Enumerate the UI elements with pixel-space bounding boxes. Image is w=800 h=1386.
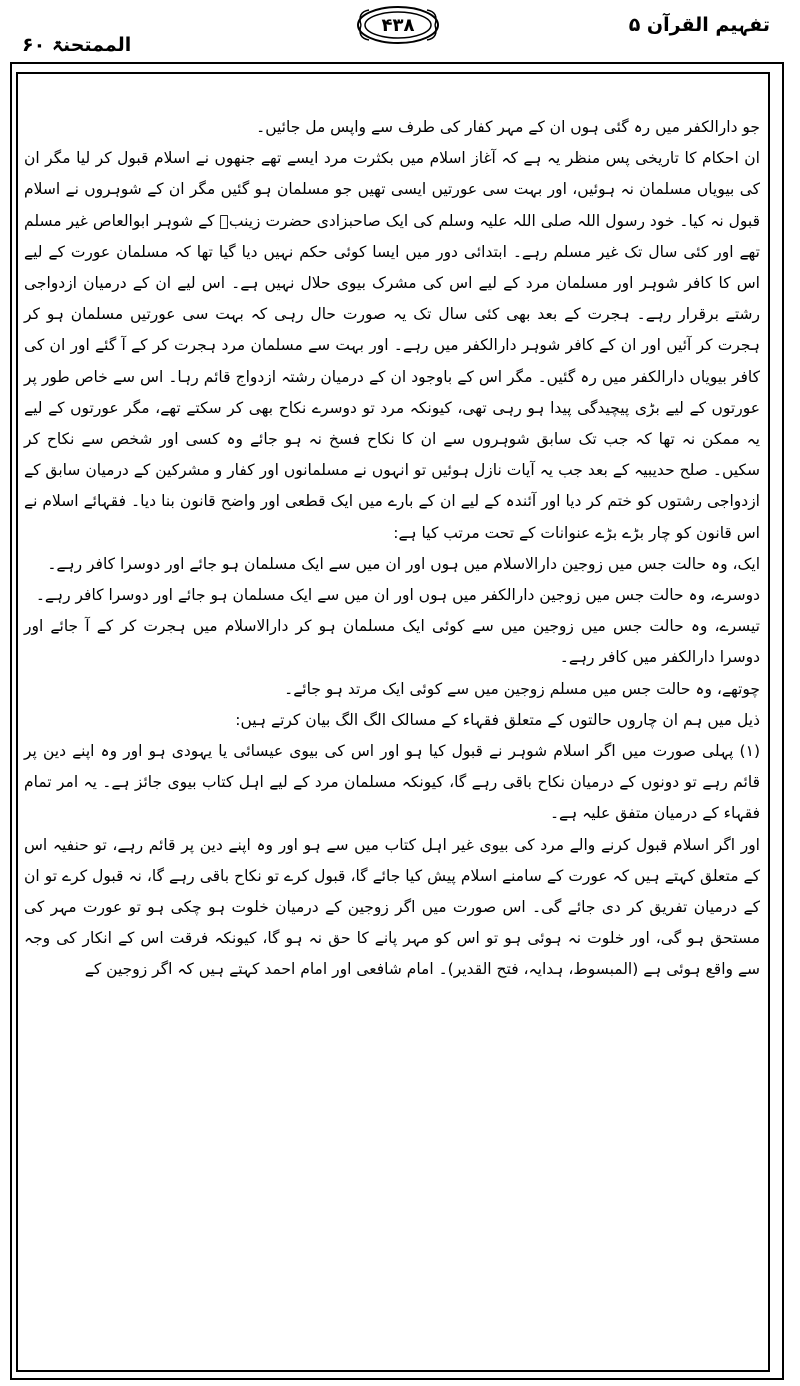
paragraph-9: اور اگر اسلام قبول کرنے والے مرد کی بیوی غیر اہل کتاب میں سے ہو اور وہ اپنے دین پر قائم رہے، تو حنفیہ اس کے متعلق کہتے ہیں کہ عورت کے سامنے اسلام پیش کیا جائے گا، قبول کرے تو نکاح باقی رہے گا، نہ قبول کرے تو ان کے درمیان تفریق کر دی جائے گی۔ اس صورت میں اگر زوجین کے درمیان خلوت ہو چکی ہو تو عورت مہر کی مستحق ہو گی، اور خلوت نہ ہوئی ہو تو اس کو مہر پانے کا حق نہ ہو گا، کیونکہ فرقت اس کے انکار کی وجہ سے واقع ہوئی ہے (المبسوط، ہدایہ، فتح القدیر)۔ امام شافعی اور امام احمد کہتے ہیں کہ اگر زوجین کے: [24, 835, 760, 979]
surah-title: الممتحنۃ ۶۰: [22, 34, 132, 56]
page-number-ornament: [355, 4, 441, 46]
book-title: تفہیم القرآن ۵: [628, 14, 770, 36]
page-body: [24, 112, 760, 986]
paragraph-7: ذیل میں ہم ان چاروں حالتوں کے متعلق فقہاء کے مسالک الگ الگ بیان کرتے ہیں:: [235, 710, 760, 729]
paragraph-2: ان احکام کا تاریخی پس منظر یہ ہے کہ آغاز اسلام میں بکثرت مرد ایسے تھے جنھوں نے اسلام قبول کر لیا مگر ان کی بیویاں مسلمان نہ ہوئیں، اور بہت سی عورتیں ایسی تھیں جو مسلمان ہو گئیں مگر ان کے شوہروں نے اسلام قبول نہ کیا۔ خود رسول اللہ صلی اللہ علیہ وسلم کی ایک صاحبزادی حضرت زینبؓ کے شوہر ابوالعاص غیر مسلم تھے اور کئی سال تک غیر مسلم رہے۔ ابتدائی دور میں ایسا کوئی حکم نہیں دیا گیا تھا کہ مسلمان عورت کے لیے اس کا کافر شوہر اور مسلمان مرد کے لیے اس کی مشرک بیوی حلال نہیں ہے۔ اس لیے ان کے درمیان ازدواجی رشتے برقرار رہے۔ ہجرت کے بعد بھی کئی سال تک یہ صورت حال رہی کہ بہت سی عورتیں مسلمان ہو کر ہجرت کر آئیں اور ان کے کافر شوہر دارالکفر میں رہے۔ اور بہت سے مسلمان مرد ہجرت کر کے آ گئے اور ان کی کافر بیویاں دارالکفر میں رہ گئیں۔ مگر اس کے باوجود ان کے درمیان رشتہ ازدواج قائم رہا۔ اس سے خاص طور پر عورتوں کے لیے بڑی پیچیدگی پیدا ہو رہی تھی، کیونکہ مرد تو دوسرے نکاح بھی کر سکتے تھے، مگر عورتوں کے لیے یہ ممکن نہ تھا کہ جب تک سابق شوہروں سے ان کا نکاح فسخ نہ ہو جائے وہ کسی اور شخص سے نکاح کر سکیں۔ صلح حدیبیہ کے بعد جب یہ آیات نازل ہوئیں تو انہوں نے مسلمانوں اور کفار و مشرکین کے درمیان سابق کے ازدواجی رشتوں کو ختم کر دیا اور آئندہ کے لیے ان کے بارے میں ایک قطعی اور واضح قانون بنا دیا۔ فقہائے اسلام نے اس قانون کو چار بڑے بڑے عنوانات کے تحت مرتب کیا ہے:: [24, 149, 760, 542]
ornament-frame-icon: [355, 4, 441, 46]
paragraph-3: ایک، وہ حالت جس میں زوجین دارالاسلام میں ہوں اور ان میں سے ایک مسلمان ہو جائے اور دوسرا کافر رہے۔: [47, 554, 760, 573]
paragraph-8: (۱) پہلی صورت میں اگر اسلام شوہر نے قبول کیا ہو اور اس کی بیوی عیسائی یا یہودی ہو اور وہ اپنے دین پر قائم رہے تو دونوں کے درمیان نکاح باقی رہے گا، کیونکہ مسلمان مرد کے لیے اہل کتاب بیوی جائز ہے۔ یہ امر تمام فقہاء کے درمیان متفق علیہ ہے۔: [24, 742, 760, 823]
paragraph-4: دوسرے، وہ حالت جس میں زوجین دارالکفر میں ہوں اور ان میں سے ایک مسلمان ہو جائے اور دوسرا کافر رہے۔: [35, 586, 760, 605]
page-number: ۴۳۸: [381, 15, 415, 36]
paragraph-5: تیسرے، وہ حالت جس میں زوجین میں سے کوئی ایک مسلمان ہو کر دارالاسلام میں ہجرت کر کے آ جائے اور دوسرا دارالکفر میں کافر رہے۔: [24, 617, 760, 667]
paragraph-1: جو دارالکفر میں رہ گئی ہوں ان کے مہر کفار کی طرف سے واپس مل جائیں۔: [256, 118, 760, 136]
paragraph-6: چوتھے، وہ حالت جس میں مسلم زوجین میں سے کوئی ایک مرتد ہو جائے۔: [284, 679, 760, 698]
page-header: [0, 0, 800, 62]
